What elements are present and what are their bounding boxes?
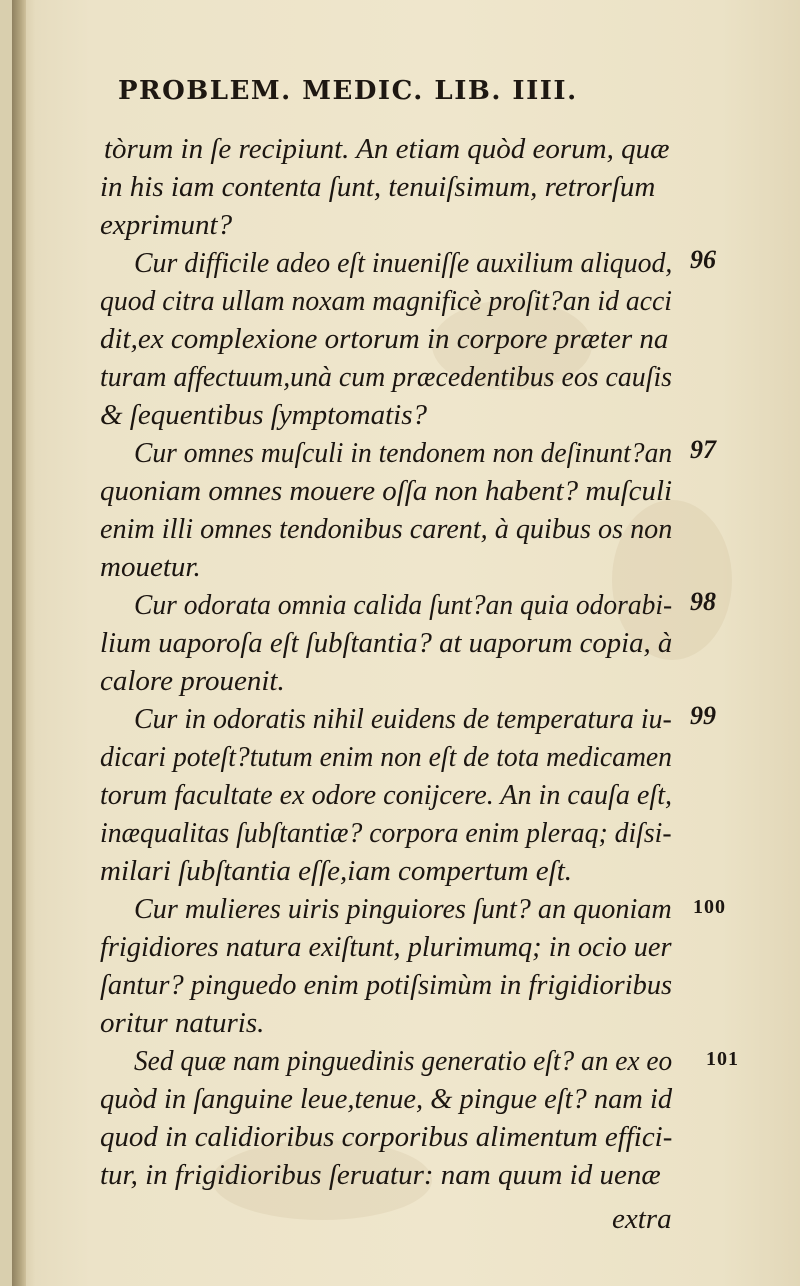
text-line: quòd in ſanguine leue,tenue, & pingue eſt? nam id [100,1083,673,1115]
text-line: tur, in frigidioribus ſeruatur: nam quum id uenæ [100,1159,661,1191]
text-line: calore prouenit. [100,665,285,697]
text-line: quod in calidioribus corporibus alimentum effici- [100,1121,673,1153]
text-line: Cur in odoratis nihil euidens de temperatura iu- [134,703,672,735]
text-line: Cur difficile adeo eſt inueniſſe auxilium aliquod, [134,247,673,279]
text-line: oritur naturis. [100,1007,265,1039]
page-spine-shadow [12,0,26,1286]
problem-number: 97 [690,435,716,464]
problem-number: 99 [690,701,716,730]
text-line: Cur mulieres uiris pinguiores ſunt? an quoniam [134,893,672,925]
text-line: ſantur? pinguedo enim potiſsimùm in frigidioribus [100,969,673,1001]
text-line: dicari poteſt?tutum enim non eſt de tota medicamen [100,741,673,773]
text-line: lium uaporoſa eſt ſubſtantia? at uaporum copia, à [100,627,673,659]
text-line: Cur odorata omnia calida ſunt?an quia odorabi- [134,589,673,621]
problem-number: 98 [690,587,716,616]
text-line: frigidiores natura exiſtunt, plurimumq; in ocio uer [100,931,672,963]
problem-number: 100 [693,896,726,918]
text-line: turam affectuum,unà cum præcedentibus eos cauſis [100,361,673,393]
text-line: enim illi omnes tendonibus carent, à quibus os non [100,513,673,545]
running-head: PROBLEM. MEDIC. LIB. IIII. [118,76,578,106]
text-line: in his iam contenta ſunt, tenuiſsimum, retrorſum [100,171,656,203]
text-line: quoniam omnes mouere oſſa non habent? muſculi [100,475,673,507]
text-line: Sed quæ nam pinguedinis generatio eſt? an ex eo [134,1045,673,1077]
problem-number: 96 [690,245,716,274]
text-line: mouetur. [100,551,201,583]
catchword: extra [612,1203,672,1235]
text-line: torum facultate ex odore conijcere. An in cauſa eſt, [100,779,673,811]
problem-number: 101 [706,1048,739,1070]
text-line: dit,ex complexione ortorum in corpore præter na [100,323,669,355]
text-line: milari ſubſtantia eſſe,iam compertum eſt. [100,855,573,887]
text-line: exprimunt? [100,209,233,241]
text-line: inæqualitas ſubſtantiæ? corpora enim pleraq; diſsi- [100,817,672,849]
text-line: quod citra ullam noxam magnificè proſit?an id acci [100,285,672,317]
text-line: & ſequentibus ſymptomatis? [100,399,428,431]
text-line: tòrum in ſe recipiunt. An etiam quòd eorum, quæ [104,133,670,165]
text-line: Cur omnes muſculi in tendonem non deſinunt?an [134,437,673,469]
